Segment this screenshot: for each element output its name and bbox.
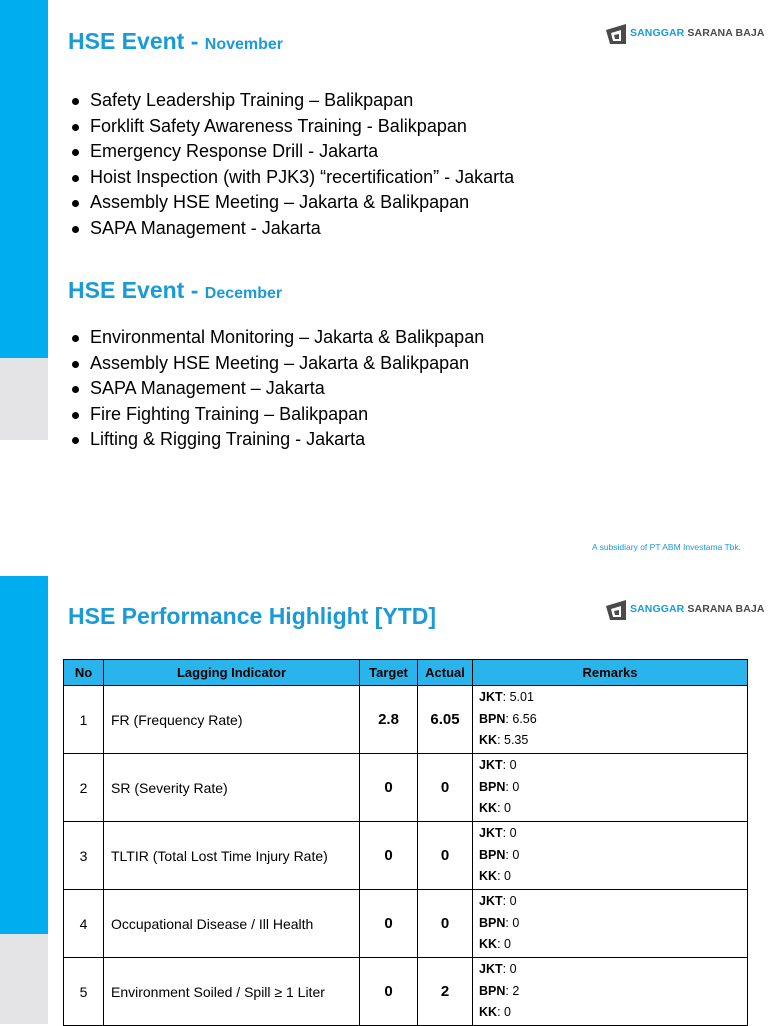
row-target: 0	[360, 754, 418, 822]
company-logo	[606, 598, 765, 622]
lagging-indicator-table	[63, 659, 748, 1026]
side-grey-bar	[0, 358, 48, 440]
row-actual: 6.05	[418, 686, 473, 754]
december-title-text: HSE Event -	[68, 277, 205, 303]
logo-text: SANGGAR SARANA BAJA	[630, 603, 765, 615]
row-indicator: FR (Frequency Rate)	[104, 686, 360, 754]
row-actual: 0	[418, 890, 473, 958]
december-event-list	[68, 325, 484, 453]
row-remarks: JKT: 0 BPN: 0 KK: 0	[473, 822, 748, 890]
row-no: 3	[64, 822, 104, 890]
col-header-remarks: Remarks	[473, 660, 748, 686]
list-item: Assembly HSE Meeting – Jakarta & Balikpapan	[68, 351, 484, 377]
list-item: Emergency Response Drill - Jakarta	[68, 139, 514, 165]
november-title	[68, 28, 283, 55]
table-row	[64, 890, 748, 958]
december-title	[68, 277, 282, 304]
row-actual: 0	[418, 754, 473, 822]
december-month: December	[204, 285, 283, 302]
row-target: 0	[360, 958, 418, 1026]
side-accent-bar	[0, 576, 48, 934]
row-indicator: Occupational Disease / Ill Health	[104, 890, 360, 958]
list-item: Fire Fighting Training – Balikpapan	[68, 402, 484, 428]
november-event-list	[68, 88, 514, 241]
logo-mark-icon	[606, 22, 628, 46]
row-no: 2	[64, 754, 104, 822]
november-month: November	[204, 36, 284, 53]
row-no: 5	[64, 958, 104, 1026]
row-no: 4	[64, 890, 104, 958]
performance-title: HSE Performance Highlight [YTD]	[68, 603, 437, 629]
table-row	[64, 686, 748, 754]
col-header-indicator: Lagging Indicator	[104, 660, 360, 686]
row-target: 0	[360, 822, 418, 890]
list-item: SAPA Management – Jakarta	[68, 376, 484, 402]
row-indicator: Environment Soiled / Spill ≥ 1 Liter	[104, 958, 360, 1026]
row-remarks: JKT: 0 BPN: 2 KK: 0	[473, 958, 748, 1026]
list-item: Hoist Inspection (with PJK3) “recertification” - Jakarta	[68, 165, 514, 191]
row-actual: 0	[418, 822, 473, 890]
row-target: 2.8	[360, 686, 418, 754]
row-indicator: SR (Severity Rate)	[104, 754, 360, 822]
november-title-text: HSE Event -	[68, 28, 205, 54]
row-remarks: JKT: 0 BPN: 0 KK: 0	[473, 754, 748, 822]
row-target: 0	[360, 890, 418, 958]
col-header-no: No	[64, 660, 104, 686]
slide-gap	[0, 566, 768, 576]
logo-mark-icon	[606, 598, 628, 622]
list-item: SAPA Management - Jakarta	[68, 216, 514, 242]
table-row	[64, 822, 748, 890]
company-logo	[606, 22, 765, 46]
list-item: Environmental Monitoring – Jakarta & Balikpapan	[68, 325, 484, 351]
side-accent-bar	[0, 0, 48, 358]
table-row	[64, 754, 748, 822]
row-actual: 2	[418, 958, 473, 1026]
list-item: Forklift Safety Awareness Training - Balikpapan	[68, 114, 514, 140]
side-grey-bar	[0, 934, 48, 1024]
row-remarks: JKT: 0 BPN: 0 KK: 0	[473, 890, 748, 958]
table-row	[64, 958, 748, 1026]
row-remarks: JKT: 5.01 BPN: 6.56 KK: 5.35	[473, 686, 748, 754]
logo-text: SANGGAR SARANA BAJA	[630, 27, 765, 39]
list-item: Lifting & Rigging Training - Jakarta	[68, 427, 484, 453]
list-item: Safety Leadership Training – Balikpapan	[68, 88, 514, 114]
row-no: 1	[64, 686, 104, 754]
col-header-target: Target	[360, 660, 418, 686]
col-header-actual: Actual	[418, 660, 473, 686]
list-item: Assembly HSE Meeting – Jakarta & Balikpapan	[68, 190, 514, 216]
subsidiary-note: A subsidiary of PT ABM Investama Tbk.	[592, 542, 741, 552]
row-indicator: TLTIR (Total Lost Time Injury Rate)	[104, 822, 360, 890]
table-header-row	[64, 660, 748, 686]
